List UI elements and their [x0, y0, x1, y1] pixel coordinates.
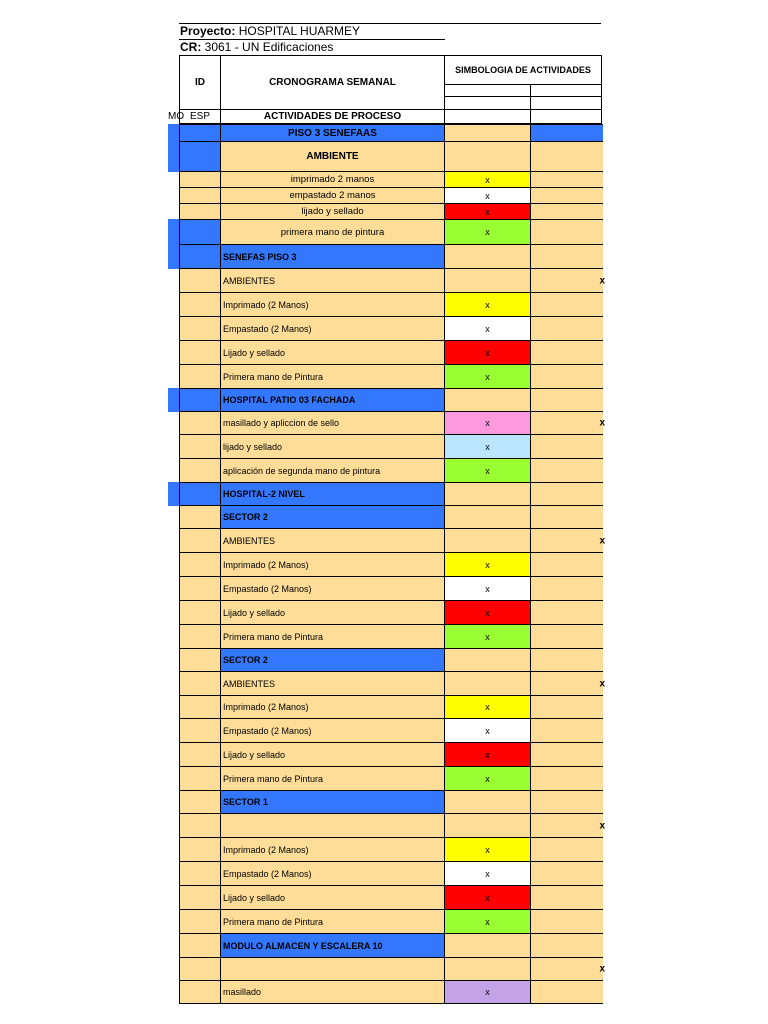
schedule-header-cell: [220, 55, 445, 110]
row-id-cell[interactable]: [179, 766, 221, 791]
row-description: HOSPITAL-2 NIVEL: [223, 489, 305, 499]
row-id-cell[interactable]: [179, 909, 221, 934]
row-id-cell[interactable]: [179, 316, 221, 341]
row-description-cell[interactable]: [220, 742, 445, 767]
row-description: Imprimado (2 Manos): [223, 299, 309, 310]
legend-mark: x: [485, 987, 490, 997]
legend-mark-cell[interactable]: [444, 933, 531, 958]
row-extra-cell[interactable]: [530, 505, 603, 529]
legend-mark-cell[interactable]: [444, 837, 531, 862]
row-description-cell[interactable]: [220, 837, 445, 862]
row-extra-cell[interactable]: [530, 171, 603, 188]
row-description: PISO 3 SENEFAAS: [288, 127, 377, 139]
row-description-cell[interactable]: [220, 482, 445, 506]
row-description-cell[interactable]: [220, 434, 445, 459]
row-description-cell[interactable]: [220, 244, 445, 269]
row-id-cell[interactable]: [179, 364, 221, 389]
legend-mark-cell[interactable]: [444, 885, 531, 910]
row-id-cell[interactable]: [179, 837, 221, 862]
row-marker-strip: [168, 141, 179, 172]
row-description-cell[interactable]: [220, 695, 445, 719]
row-extra-cell[interactable]: [530, 718, 603, 743]
process-header-blank-a: [444, 109, 531, 124]
legend-mark-cell[interactable]: [444, 388, 531, 412]
process-header: ACTIVIDADES DE PROCESO: [263, 111, 402, 122]
row-id-cell[interactable]: [179, 648, 221, 672]
row-id-cell[interactable]: [179, 219, 221, 245]
legend-mark: x: [485, 844, 490, 855]
legend-mark: x: [485, 916, 490, 927]
row-description-cell[interactable]: [220, 458, 445, 483]
row-extra-cell[interactable]: [530, 292, 603, 317]
row-extra-cell[interactable]: [530, 957, 603, 981]
row-description-cell[interactable]: [220, 552, 445, 577]
row-description: SECTOR 2: [223, 655, 268, 665]
legend-mark-cell[interactable]: [444, 742, 531, 767]
esp-header: ESP: [189, 111, 210, 122]
legend-mark: x: [485, 323, 490, 334]
row-description: masillado y apliccion de sello: [223, 418, 340, 428]
legend-mark-cell[interactable]: [444, 482, 531, 506]
legend-mark-cell[interactable]: [444, 790, 531, 814]
project-cell-right: [445, 23, 601, 40]
row-extra-cell[interactable]: [530, 388, 603, 412]
row-id-cell[interactable]: [179, 388, 221, 412]
legend-mark-cell[interactable]: [444, 552, 531, 577]
row-description-cell[interactable]: [220, 187, 445, 204]
row-description-cell[interactable]: [220, 316, 445, 341]
row-description-cell[interactable]: [220, 648, 445, 672]
row-description-cell[interactable]: [220, 671, 445, 696]
row-extra-cell[interactable]: [530, 933, 603, 958]
legend-mark-cell[interactable]: [444, 219, 531, 245]
row-id-cell[interactable]: [179, 203, 221, 220]
row-description: AMBIENTE: [306, 151, 359, 162]
legend-mark: x: [485, 631, 490, 642]
legend-mark-cell[interactable]: [444, 861, 531, 886]
row-extra-cell[interactable]: [530, 434, 603, 459]
legend-mark-cell[interactable]: [444, 124, 531, 142]
row-extra-cell[interactable]: [530, 861, 603, 886]
legend-mark: x: [485, 190, 490, 201]
legend-mark: x: [485, 725, 490, 736]
cr-cell[interactable]: [179, 39, 445, 56]
row-description: MODULO ALMACEN Y ESCALERA 10: [223, 940, 383, 951]
legend-mark-cell[interactable]: [444, 434, 531, 459]
row-description: primera mano de pintura: [280, 226, 385, 238]
row-description: AMBIENTES: [223, 275, 276, 286]
row-description: aplicación de segunda mano de pintura: [223, 465, 381, 476]
row-id-cell[interactable]: [179, 671, 221, 696]
edge-mark: x: [599, 417, 605, 429]
row-description: Primera mano de Pintura: [223, 773, 324, 784]
legend-mark-cell[interactable]: [444, 268, 531, 293]
row-description-cell[interactable]: [220, 600, 445, 625]
row-extra-cell[interactable]: [530, 885, 603, 910]
row-description-cell[interactable]: [220, 813, 445, 838]
legend-mark: x: [485, 299, 490, 310]
legend-sub-b2: [530, 96, 602, 110]
row-id-cell[interactable]: [179, 885, 221, 910]
row-id-cell[interactable]: [179, 624, 221, 649]
legend-mark-cell[interactable]: [444, 364, 531, 389]
row-marker-strip: [168, 482, 179, 506]
row-extra-cell[interactable]: [530, 187, 603, 204]
legend-mark: x: [485, 206, 490, 217]
row-id-cell[interactable]: [179, 600, 221, 625]
row-description: Imprimado (2 Manos): [223, 559, 309, 570]
legend-mark-cell[interactable]: [444, 909, 531, 934]
row-id-cell[interactable]: [179, 742, 221, 767]
row-id-cell[interactable]: [179, 980, 221, 1004]
row-extra-cell[interactable]: [530, 482, 603, 506]
id-header: ID: [195, 77, 205, 88]
row-description: Lijado y sellado: [223, 892, 286, 903]
row-id-cell[interactable]: [179, 244, 221, 269]
row-marker-strip: [168, 388, 179, 412]
edge-mark: x: [599, 820, 605, 831]
legend-mark-cell[interactable]: [444, 203, 531, 220]
row-description: HOSPITAL PATIO 03 FACHADA: [223, 395, 356, 405]
row-id-cell[interactable]: [179, 187, 221, 204]
row-extra-cell[interactable]: [530, 576, 603, 601]
legend-mark: x: [485, 465, 490, 476]
row-extra-cell[interactable]: [530, 671, 603, 696]
row-id-cell[interactable]: [179, 141, 221, 172]
row-extra-cell[interactable]: [530, 244, 603, 269]
row-id-cell[interactable]: [179, 933, 221, 958]
legend-mark-cell[interactable]: [444, 957, 531, 981]
legend-mark-cell[interactable]: [444, 718, 531, 743]
legend-mark: x: [485, 583, 490, 594]
row-description-cell[interactable]: [220, 364, 445, 389]
legend-mark-cell[interactable]: [444, 766, 531, 791]
row-description: [221, 958, 444, 980]
row-description: Primera mano de Pintura: [223, 631, 324, 642]
row-description: Imprimado (2 Manos): [223, 844, 309, 855]
legend-mark: x: [485, 773, 490, 784]
legend-mark-cell[interactable]: [444, 171, 531, 188]
legend-mark-cell[interactable]: [444, 244, 531, 269]
id-header-cell: [179, 55, 221, 110]
row-description-cell[interactable]: [220, 388, 445, 412]
row-description: Lijado y sellado: [223, 607, 286, 618]
legend-mark: x: [485, 702, 490, 712]
row-extra-cell[interactable]: [530, 742, 603, 767]
row-description: Lijado y sellado: [223, 347, 286, 358]
row-description: Lijado y sellado: [223, 749, 286, 760]
legend-mark-cell[interactable]: [444, 340, 531, 365]
row-id-cell[interactable]: [179, 171, 221, 188]
row-description-cell[interactable]: [220, 861, 445, 886]
legend-mark-cell[interactable]: [444, 813, 531, 838]
row-id-cell[interactable]: [179, 576, 221, 601]
project-value: HOSPITAL HUARMEY: [235, 24, 361, 38]
row-extra-cell[interactable]: [530, 695, 603, 719]
edge-mark: x: [599, 275, 605, 286]
legend-header: SIMBOLOGIA DE ACTIVIDADES: [455, 65, 591, 75]
row-extra-cell[interactable]: [530, 837, 603, 862]
cr-label: CR:: [180, 40, 202, 54]
row-description-cell[interactable]: [220, 340, 445, 365]
project-cell[interactable]: [179, 23, 445, 40]
row-description: empastado 2 manos: [289, 190, 376, 201]
row-id-cell[interactable]: [179, 340, 221, 365]
legend-mark-cell[interactable]: [444, 600, 531, 625]
row-description: lijado y sellado: [301, 206, 364, 217]
legend-mark-cell[interactable]: [444, 411, 531, 435]
row-description-cell[interactable]: [220, 141, 445, 172]
row-description: Empastado (2 Manos): [223, 725, 312, 736]
row-description-cell[interactable]: [220, 219, 445, 245]
row-description-cell[interactable]: [220, 624, 445, 649]
row-description-cell[interactable]: [220, 171, 445, 188]
project-label: Proyecto:: [180, 24, 236, 38]
legend-mark: x: [485, 892, 490, 903]
row-description-cell[interactable]: [220, 718, 445, 743]
row-extra-cell[interactable]: [530, 124, 603, 142]
row-id-cell[interactable]: [179, 861, 221, 886]
row-extra-cell[interactable]: [530, 458, 603, 483]
edge-mark: x: [599, 963, 605, 975]
row-description-cell[interactable]: [220, 528, 445, 553]
row-description-cell[interactable]: [220, 980, 445, 1004]
row-extra-cell[interactable]: [530, 648, 603, 672]
row-description-cell[interactable]: [220, 790, 445, 814]
legend-mark: x: [485, 227, 490, 237]
cr-value: 3061 - UN Edificaciones: [201, 40, 334, 54]
legend-mark: x: [485, 347, 490, 358]
legend-mark-cell[interactable]: [444, 141, 531, 172]
row-description-cell[interactable]: [220, 505, 445, 529]
legend-mark-cell[interactable]: [444, 528, 531, 553]
row-description: AMBIENTES: [223, 535, 276, 546]
legend-mark-cell[interactable]: [444, 187, 531, 204]
row-description-cell[interactable]: [220, 766, 445, 791]
row-id-cell[interactable]: [179, 695, 221, 719]
esp-header-cell: [179, 109, 221, 124]
row-description-cell[interactable]: [220, 909, 445, 934]
row-description: Primera mano de Pintura: [223, 371, 324, 382]
legend-mark-cell[interactable]: [444, 980, 531, 1004]
legend-mark: x: [485, 441, 490, 452]
row-extra-cell[interactable]: [530, 203, 603, 220]
row-extra-cell[interactable]: [530, 813, 603, 838]
row-description-cell[interactable]: [220, 957, 445, 981]
legend-mark: x: [485, 607, 490, 618]
row-id-cell[interactable]: [179, 790, 221, 814]
row-description: [221, 814, 444, 837]
row-description: Empastado (2 Manos): [223, 583, 312, 594]
row-id-cell[interactable]: [179, 528, 221, 553]
row-description: Empastado (2 Manos): [223, 868, 312, 879]
edge-mark: x: [599, 678, 605, 689]
row-description: lijado y sellado: [223, 441, 283, 452]
row-description: SENEFAS PISO 3: [223, 251, 297, 262]
row-id-cell[interactable]: [179, 813, 221, 838]
row-extra-cell[interactable]: [530, 790, 603, 814]
row-description-cell[interactable]: [220, 933, 445, 958]
row-id-cell[interactable]: [179, 434, 221, 459]
row-description-cell[interactable]: [220, 203, 445, 220]
row-extra-cell[interactable]: [530, 909, 603, 934]
row-id-cell[interactable]: [179, 505, 221, 529]
legend-mark-cell[interactable]: [444, 695, 531, 719]
row-description-cell[interactable]: [220, 411, 445, 435]
legend-mark: x: [485, 418, 490, 428]
legend-mark-cell[interactable]: [444, 624, 531, 649]
legend-mark-cell[interactable]: [444, 292, 531, 317]
row-extra-cell[interactable]: [530, 600, 603, 625]
legend-mark-cell[interactable]: [444, 316, 531, 341]
row-description: masillado: [223, 987, 262, 997]
row-id-cell[interactable]: [179, 124, 221, 142]
row-id-cell[interactable]: [179, 268, 221, 293]
edge-mark: x: [599, 535, 605, 546]
row-description: SECTOR 2: [223, 512, 268, 522]
legend-header-cell: [444, 55, 602, 85]
row-description: Empastado (2 Manos): [223, 323, 312, 334]
row-id-cell[interactable]: [179, 552, 221, 577]
row-extra-cell[interactable]: [530, 766, 603, 791]
row-id-cell[interactable]: [179, 482, 221, 506]
row-description: imprimado 2 manos: [290, 174, 375, 185]
row-description-cell[interactable]: [220, 885, 445, 910]
legend-mark: x: [485, 371, 490, 382]
legend-mark: x: [485, 174, 490, 185]
legend-sub-a2: [444, 96, 531, 110]
row-extra-cell[interactable]: [530, 316, 603, 341]
row-description-cell[interactable]: [220, 292, 445, 317]
row-extra-cell[interactable]: [530, 364, 603, 389]
row-marker-strip: [168, 124, 179, 142]
row-description-cell[interactable]: [220, 576, 445, 601]
mo-header: MO: [168, 111, 185, 122]
row-id-cell[interactable]: [179, 292, 221, 317]
row-description: Imprimado (2 Manos): [223, 702, 309, 712]
row-description-cell[interactable]: [220, 268, 445, 293]
row-extra-cell[interactable]: [530, 141, 603, 172]
legend-mark-cell[interactable]: [444, 671, 531, 696]
row-description: Primera mano de Pintura: [223, 916, 324, 927]
process-header-cell: [220, 109, 445, 124]
row-id-cell[interactable]: [179, 718, 221, 743]
legend-mark: x: [485, 749, 490, 760]
row-id-cell[interactable]: [179, 957, 221, 981]
row-extra-cell[interactable]: [530, 268, 603, 293]
row-description: AMBIENTES: [223, 678, 276, 689]
row-id-cell[interactable]: [179, 458, 221, 483]
row-extra-cell[interactable]: [530, 219, 603, 245]
row-description: SECTOR 1: [223, 797, 268, 807]
row-marker-strip: [168, 219, 179, 245]
row-description-cell[interactable]: [220, 124, 445, 142]
legend-mark-cell[interactable]: [444, 505, 531, 529]
row-extra-cell[interactable]: [530, 411, 603, 435]
row-extra-cell[interactable]: [530, 980, 603, 1004]
legend-mark-cell[interactable]: [444, 576, 531, 601]
row-extra-cell[interactable]: [530, 624, 603, 649]
legend-mark: x: [485, 559, 490, 570]
legend-mark: x: [485, 868, 490, 879]
row-extra-cell[interactable]: [530, 552, 603, 577]
row-extra-cell[interactable]: [530, 528, 603, 553]
schedule-header: CRONOGRAMA SEMANAL: [269, 77, 396, 88]
process-header-blank-b: [530, 109, 602, 124]
legend-mark-cell[interactable]: [444, 648, 531, 672]
row-extra-cell[interactable]: [530, 340, 603, 365]
row-marker-strip: [168, 244, 179, 269]
row-id-cell[interactable]: [179, 411, 221, 435]
legend-mark-cell[interactable]: [444, 458, 531, 483]
